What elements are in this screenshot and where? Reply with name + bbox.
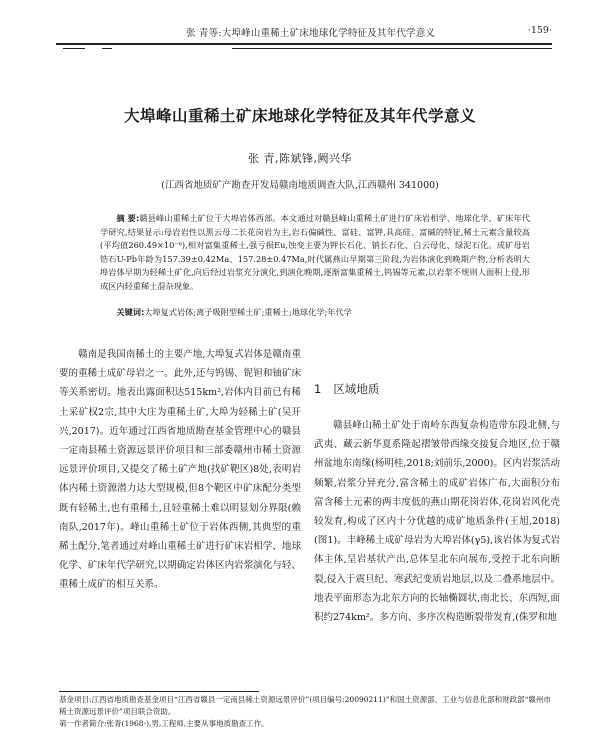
header-rule-short-2 bbox=[102, 48, 112, 49]
abstract bbox=[100, 212, 530, 293]
footnote-rule bbox=[59, 691, 259, 692]
intro-paragraph: 赣南是我国南稀土的主要产地,大埠复式岩体是赣南重要的重稀土成矿母岩之一。此外,还与钨锡、铌钽和铀矿床等关系密切。地表出露面积达515km²,岩体内目前已有稀土采矿权2宗,其中大庄为重稀土矿,大埠为轻稀土矿(吴开兴,2017)。近年通过江西省地质勘查基金管理中心的赣县一定南县稀土资源远景评价项目和三部委赣州市稀土资源远景评价项目,又提交了稀土矿产地(找矿靶区)8处,表明岩体内稀土资源潜力达大型规模,但8个靶区中矿床配分类型既有轻稀土,也有重稀土,且轻重稀土难以明显划分界限(赖南队,2017年)。峰山重稀土矿位于岩体西侧,其典型的重稀土配分,笔者通过对峰山重稀土矿进行矿床岩相学、地球化学、矿床年代学研究,以期确定岩体区内岩浆演化与轻、重稀土成矿的相互关系。 bbox=[59, 349, 301, 591]
page-number: ·159· bbox=[527, 25, 552, 36]
abstract-text: 赣县峰山重稀土矿位于大埠岩体西部。本文通过对赣县峰山重稀土矿进行矿床岩相学、地球化学、矿床年代学研究,结果显示:母岩岩性以黑云母二长花岗岩为主,岩石偏碱性、富硅、富钾,具高硅、富碱的特征,稀土元素含量较高(平均值260.49×10⁻⁶),相对富集重稀土,强亏损Eu,蚀变主要为钾长石化、钠长石化、白云母化、绿泥石化。成矿母岩锆石U-Pb年龄为157.39±0.42Ma、157.28±0.47Ma,时代属燕山早期第三阶段,为岩体演化到晚期产物,分析表明大埠岩体早期为轻稀土矿化,向后经过岩浆充分演化,到演化晚期,逐渐富集重稀土,钨锡等元素,以岩浆不规则人面积上侵,形成区内轻重稀土混杂现象。 bbox=[100, 213, 530, 291]
header-rule-right bbox=[232, 48, 552, 49]
section-number: 1 bbox=[314, 382, 322, 396]
section-title: 区域地质 bbox=[333, 382, 380, 396]
keywords-label: 关键词: bbox=[116, 307, 145, 317]
footnote-fund: 基金项目:江西省地质勘查基金项目“江西省赣县一定南县稀土资源远景评价”(项目编号:20090211)”和国土资源部、工业与信息化部和财政部“赣州市稀土资源远景评价”项目联合资助。 bbox=[59, 695, 551, 716]
keywords-text: 大埠复式岩体;离子吸附型稀土矿;重稀土;地球化学;年代学 bbox=[144, 307, 352, 317]
header-rule-thick bbox=[56, 43, 552, 45]
header-rule-short-1 bbox=[63, 48, 85, 49]
section-paragraph: 赣县峰山稀土矿处于南岭东西复杂构造带东段北侧,与武夷、藏云新华夏系隆起褶皱带西缘交接复合地区,位于赣州盆地东南缘(杨明桂,2018;刘前乐,2000)。区内岩浆活动频繁,岩浆分异充分,富含稀土的成矿岩体广布,大面积分布富含稀土元素的两丰度低的燕山期花岗岩体,花岗岩风化壳较发育,构成了区内十分优越的成矿地质条件(王旭,2018)(图1)。丰峰稀土成矿母岩为大埠岩体(γ5),该岩体为复式岩体主体,呈岩基状产出,总体呈北东向展布,受控于北东向断裂,侵入于震旦纪、寒武纪变质岩地层,以及二叠系地层中。地表平面形态为北东方向的长轴椭圆状,南北长、东西短,面积约274km²。多方向、多序次构造断裂带发育,(侏罗和地 bbox=[314, 420, 560, 624]
paper-title: 大埠峰山重稀土矿床地球化学特征及其年代学意义 bbox=[123, 107, 476, 125]
abstract-label: 摘 要: bbox=[116, 213, 140, 223]
footnote-bio: 第一作者简介:张青(1968-),男,工程师,主要从事地质勘查工作。 bbox=[59, 719, 269, 728]
running-head-title: 张 青等:大埠峰山重稀土矿床地球化学特征及其年代学意义 bbox=[186, 28, 436, 39]
authors: 张 青,陈斌锋,阙兴华 bbox=[248, 152, 352, 165]
keywords bbox=[100, 306, 530, 320]
section-heading bbox=[314, 381, 391, 397]
affiliation: (江西省地质矿产勘查开发局赣南地质调查大队,江西赣州 341000) bbox=[161, 180, 439, 191]
running-head bbox=[56, 24, 552, 40]
